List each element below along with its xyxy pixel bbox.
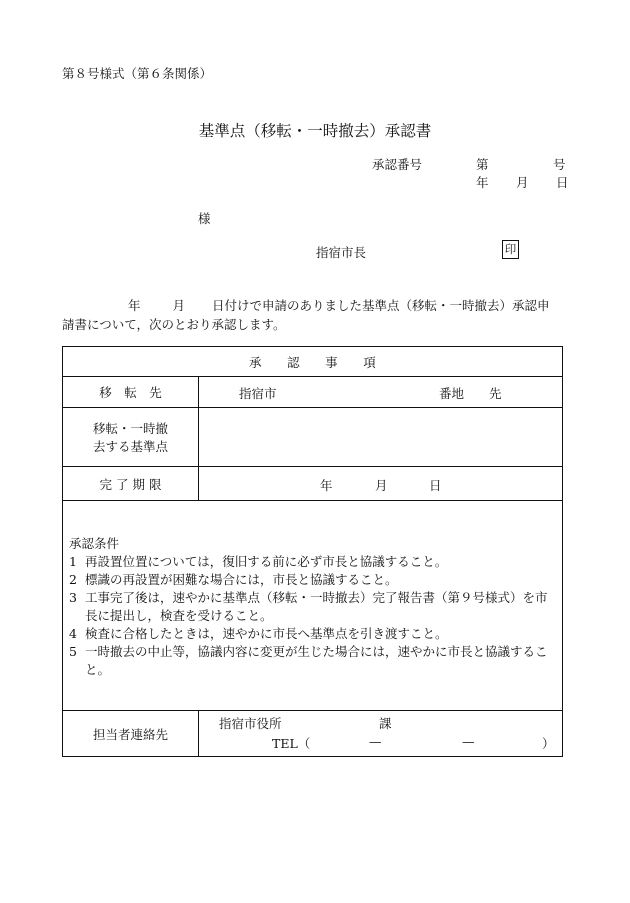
condition-number: 2 bbox=[69, 572, 77, 587]
body-month-label: 月 bbox=[172, 298, 186, 313]
contact-tel-close: ） bbox=[542, 736, 555, 751]
body-day-text: 日付けで申請のありました基準点（移転・一時撤去）承認申 bbox=[212, 298, 550, 313]
benchmark-value-cell[interactable] bbox=[199, 408, 563, 467]
relocation-city: 指宿市 bbox=[239, 386, 277, 401]
benchmark-label-line2: 去する基準点 bbox=[92, 439, 168, 454]
table-header: 承 認 事 項 bbox=[63, 347, 563, 377]
contact-section: 課 bbox=[379, 716, 392, 731]
condition-text: 標識の再設置が困難な場合には，市長と協議すること。 bbox=[85, 572, 398, 587]
relocation-banchi: 番地 先 bbox=[439, 386, 502, 401]
number-prefix: 第 bbox=[476, 157, 489, 172]
conditions-title: 承認条件 bbox=[69, 536, 120, 551]
deadline-day: 日 bbox=[429, 478, 442, 493]
contact-tel-dash-2: — bbox=[462, 734, 475, 749]
condition-text: 一時撤去の中止等，協議内容に変更が生じた場合には，速やかに市長と協議すること。 bbox=[85, 644, 548, 677]
condition-number: 4 bbox=[69, 626, 77, 641]
deadline-year: 年 bbox=[320, 478, 333, 493]
body-year-label: 年 bbox=[128, 298, 141, 313]
approval-number-label: 承認番号 bbox=[372, 157, 423, 172]
recipient-honorific: 様 bbox=[198, 211, 211, 226]
condition-item bbox=[69, 571, 556, 589]
conditions-cell bbox=[63, 501, 563, 711]
contact-tel-dash-1: — bbox=[369, 734, 382, 749]
condition-number: 1 bbox=[69, 554, 77, 569]
condition-text: 検査に合格したときは，速やかに市長へ基準点を引き渡すこと。 bbox=[85, 626, 448, 641]
date-day-label: 日 bbox=[556, 175, 569, 190]
relocation-label: 移 転 先 bbox=[63, 377, 199, 408]
deadline-month: 月 bbox=[375, 478, 388, 493]
contact-label: 担当者連絡先 bbox=[63, 711, 199, 757]
contact-tel-label: TEL（ bbox=[272, 736, 311, 751]
body-text-line1 bbox=[128, 296, 550, 314]
date-year-label: 年 bbox=[476, 175, 489, 190]
relocation-value-cell[interactable] bbox=[199, 377, 563, 408]
seal-stamp-box: 印 bbox=[502, 240, 519, 259]
contact-office: 指宿市役所 bbox=[219, 716, 282, 731]
condition-number: 5 bbox=[69, 644, 77, 659]
condition-item bbox=[69, 589, 556, 625]
benchmark-label bbox=[63, 408, 199, 467]
number-suffix: 号 bbox=[553, 157, 566, 172]
condition-item bbox=[69, 553, 556, 571]
condition-text: 再設置位置については，復旧する前に必ず市長と協議すること。 bbox=[85, 554, 448, 569]
document-title: 基準点（移転・一時撤去）承認書 bbox=[198, 122, 432, 140]
body-text-line2: 請書について，次のとおり承認します。 bbox=[62, 317, 286, 332]
condition-item bbox=[69, 625, 556, 643]
condition-text: 工事完了後は，速やかに基準点（移転・一時撤去）完了報告書（第９号様式）を市長に提出し，検査を受けること。 bbox=[85, 590, 548, 623]
issuer-name: 指宿市長 bbox=[316, 245, 367, 260]
condition-item bbox=[69, 643, 556, 679]
date-month-label: 月 bbox=[516, 175, 529, 190]
form-number: 第８号様式（第６条関係） bbox=[62, 66, 213, 81]
deadline-label: 完 了 期 限 bbox=[63, 467, 199, 501]
benchmark-label-line1: 移転・一時撤 bbox=[92, 421, 168, 436]
condition-number: 3 bbox=[69, 590, 77, 605]
deadline-value-cell[interactable] bbox=[199, 467, 563, 501]
approval-table bbox=[62, 346, 563, 757]
contact-value-cell[interactable] bbox=[199, 711, 563, 757]
